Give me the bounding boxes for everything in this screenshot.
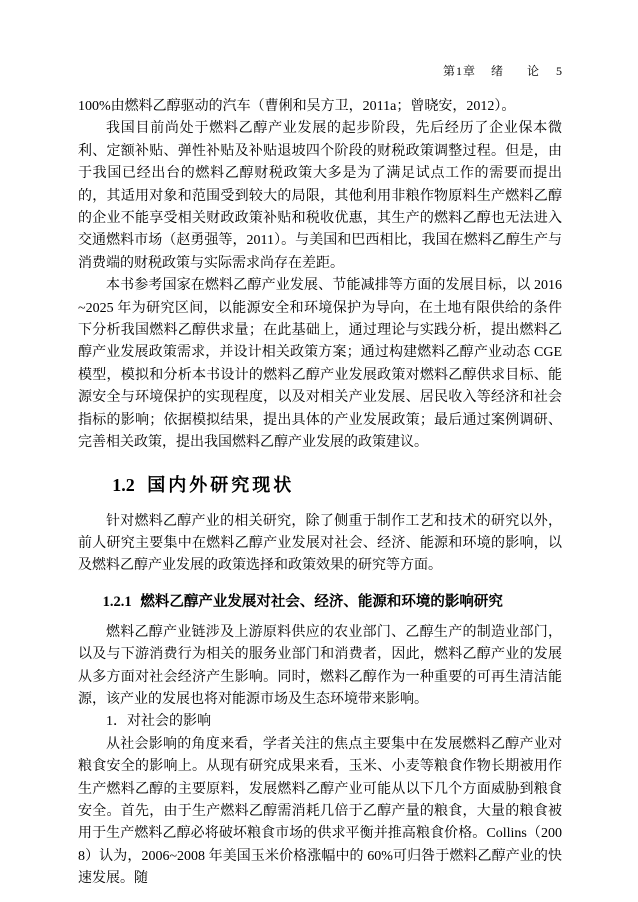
running-head-chapter-label: 第1章 xyxy=(442,64,476,78)
paragraph-continuation: 100%由燃料乙醇驱动的汽车（曹俐和吴方卫，2011a；曾晓安，2012）。 xyxy=(78,99,516,114)
section-heading-1-2 xyxy=(78,472,562,498)
running-head-chapter-title: 绪 论 xyxy=(490,64,545,78)
page-body xyxy=(78,96,562,891)
subsection-title: 燃料乙醇产业发展对社会、经济、能源和环境的影响研究 xyxy=(140,593,503,610)
subsection-number: 1.2.1 xyxy=(102,593,132,610)
running-head xyxy=(78,64,562,78)
paragraph-book-approach: 本书参考国家在燃料乙醇产业发展、节能减排等方面的发展目标，以 2016~2025 年为研究区间，以能源安全和环境保护为导向，在土地有限供给的条件下分析我国燃料乙醇供求量；在此基础上，通过理论与实践分析，提出燃料乙醇产业发展政策需求，并设计相关政策方案；通过构建燃料乙醇产业动态 CGE 模型，模拟和分析本书设计的燃料乙醇产业发展政策对燃料乙醇供求目标、能源安全与环境保护的实现程度，以及对相关产业发展、居民收入等经济和社会指标的影响；依据模拟结果，提出具体的产业发展政策；最后通过案例调研、完善相关政策，提出我国燃料乙醇产业发展的政策建议。 xyxy=(78,278,562,451)
paragraph-research-overview: 针对燃料乙醇产业的相关研究，除了侧重于制作工艺和技术的研究以外，前人研究主要集中在燃料乙醇产业发展对社会、经济、能源和环境的影响，以及燃料乙醇产业发展的政策选择和政策效果的研究等方面。 xyxy=(78,513,562,574)
subsection-heading-1-2-1 xyxy=(78,591,562,613)
paragraph-social-impact: 从社会影响的角度来看，学者关注的焦点主要集中在发展燃料乙醇产业对粮食安全的影响上。从现有研究成果来看，玉米、小麦等粮食作物长期被用作生产燃料乙醇的主要原料，发展燃料乙醇产业可能从以下几个方面威胁到粮食安全。首先，由于生产燃料乙醇需消耗几倍于乙醇产量的粮食，大量的粮食被用于生产燃料乙醇必将破坏粮食市场的供求平衡并推高粮食价格。Collins（2008）认为，2006~2008 年美国玉米价格涨幅中的 60%可归咎于燃料乙醇产业的快速发展。随 xyxy=(78,736,562,887)
section-number: 1.2 xyxy=(112,474,135,495)
page-number: 5 xyxy=(556,64,562,78)
list-item-social-impact: 1．对社会的影响 xyxy=(106,714,211,730)
section-title: 国内外研究现状 xyxy=(147,474,295,495)
paragraph-industry-chain: 燃料乙醇产业链涉及上游原料供应的农业部门、乙醇生产的制造业部门，以及与下游消费行为相关的服务业部门和消费者，因此，燃料乙醇产业的发展从多方面对社会经济产生影响。同时，燃料乙醇作为一种重要的可再生清洁能源，该产业的发展也将对能源市场及生态环境带来影响。 xyxy=(78,624,562,707)
paragraph-policy-stage: 我国目前尚处于燃料乙醇产业发展的起步阶段，先后经历了企业保本微利、定额补贴、弹性补贴及补贴退坡四个阶段的财税政策调整过程。但是，由于我国已经出台的燃料乙醇财税政策大多是为了满足试点工作的需要而提出的，其适用对象和范围受到较大的局限，其他利用非粮作物原料生产燃料乙醇的企业不能享受相关财政政策补贴和税收优惠，其生产的燃料乙醇也无法进入交通燃料市场（赵勇强等，2011）。与美国和巴西相比，我国在燃料乙醇生产与消费端的财税政策与实际需求尚存在差距。 xyxy=(78,121,562,271)
